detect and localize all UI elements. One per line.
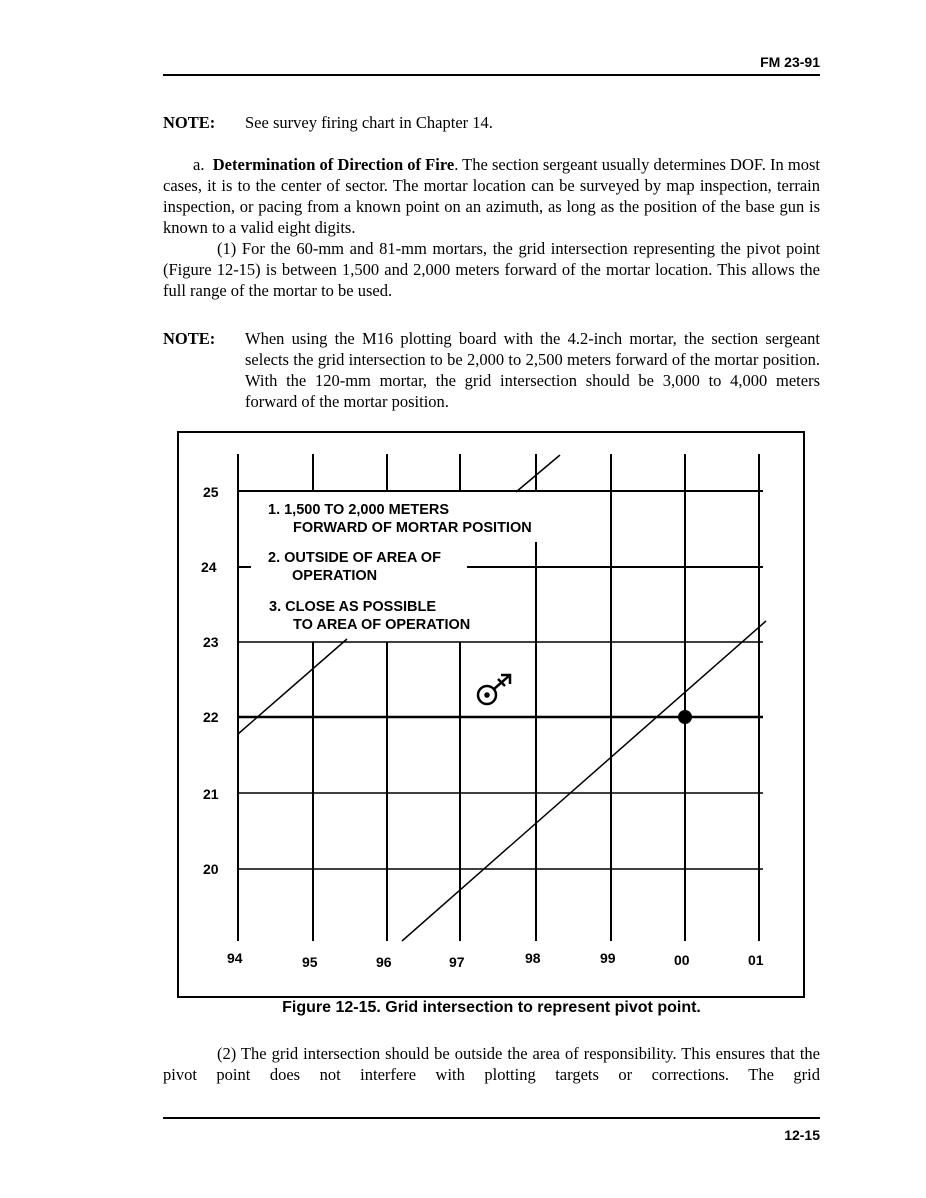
easting-label: 99 (600, 950, 616, 966)
northing-label: 24 (201, 559, 217, 575)
criterion-3-line1: 3. CLOSE AS POSSIBLE (269, 599, 437, 615)
northing-label: 21 (203, 786, 219, 802)
easting-label: 97 (449, 954, 465, 970)
criterion-2-line1: 2. OUTSIDE OF AREA OF (268, 550, 441, 566)
figure-caption: Figure 12-15. Grid intersection to represent pivot point. (282, 999, 701, 1016)
paragraph-1: (1) For the 60-mm and 81-mm mortars, the grid intersection representing the pivot point (Figure 12-15) is between 1,500 and 2,000 meters forward of the mortar location. This allows the full range of the mortar to be used. (163, 239, 820, 300)
section-a-text: . The section sergeant usually determines DOF. In most cases, it is to the center of sector. The mortar location can be surveyed by map inspection, terrain inspection, or pacing from a known point on an azimuth, as long as the position of the base gun is known to a valid eight digits. (163, 155, 821, 237)
pivot-point-marker (678, 710, 692, 724)
right-boundary-line (402, 621, 766, 941)
note-label: NOTE: (163, 113, 216, 132)
top-boundary-line (516, 455, 560, 492)
northing-label: 22 (203, 709, 219, 725)
section-a-heading: Determination of Direction of Fire (212, 155, 455, 174)
easting-label: 96 (376, 954, 392, 970)
page-footer (163, 1117, 820, 1143)
doc-id: FM 23-91 (760, 54, 820, 70)
criterion-1-line2: FORWARD OF MORTAR POSITION (293, 520, 532, 536)
northing-label: 25 (203, 484, 219, 500)
easting-label: 00 (674, 952, 690, 968)
page-number: 12-15 (784, 1127, 820, 1143)
note-label: NOTE: (163, 329, 216, 348)
note-text: When using the M16 plotting board with the 4.2-inch mortar, the section sergeant selects the grid intersection to be 2,000 to 2,500 meters forward of the mortar position. With the 120-mm mortar, the grid intersection should be 3,000 to 4,000 meters forward of the mortar position. (245, 329, 820, 411)
easting-label: 94 (227, 950, 243, 966)
note-m16-plotting-board (163, 328, 820, 412)
northing-label: 23 (203, 634, 219, 650)
paragraph-2: (2) The grid intersection should be outside the area of responsibility. This ensures that the pivot point does not interfere with plotting targets or corrections. The grid (163, 1044, 820, 1084)
note-text: See survey firing chart in Chapter 14. (245, 113, 493, 132)
criterion-1-line1: 1. 1,500 TO 2,000 METERS (268, 502, 450, 518)
paragraph-2-container (163, 1043, 820, 1085)
criterion-2-line2: OPERATION (292, 568, 378, 584)
note-survey-chart (163, 112, 820, 133)
grid-diagram (179, 433, 803, 996)
section-a (163, 154, 820, 301)
section-a-marker: a. (193, 155, 205, 174)
figure-12-15 (177, 431, 805, 998)
criterion-3-line2: TO AREA OF OPERATION (293, 617, 471, 633)
left-boundary-line (238, 639, 347, 734)
easting-label: 01 (748, 952, 764, 968)
mortar-position-icon (478, 675, 510, 704)
northing-label: 20 (203, 861, 219, 877)
easting-label: 95 (302, 954, 318, 970)
page-header (163, 50, 820, 76)
section-a-paragraph (163, 154, 820, 238)
easting-label: 98 (525, 950, 541, 966)
